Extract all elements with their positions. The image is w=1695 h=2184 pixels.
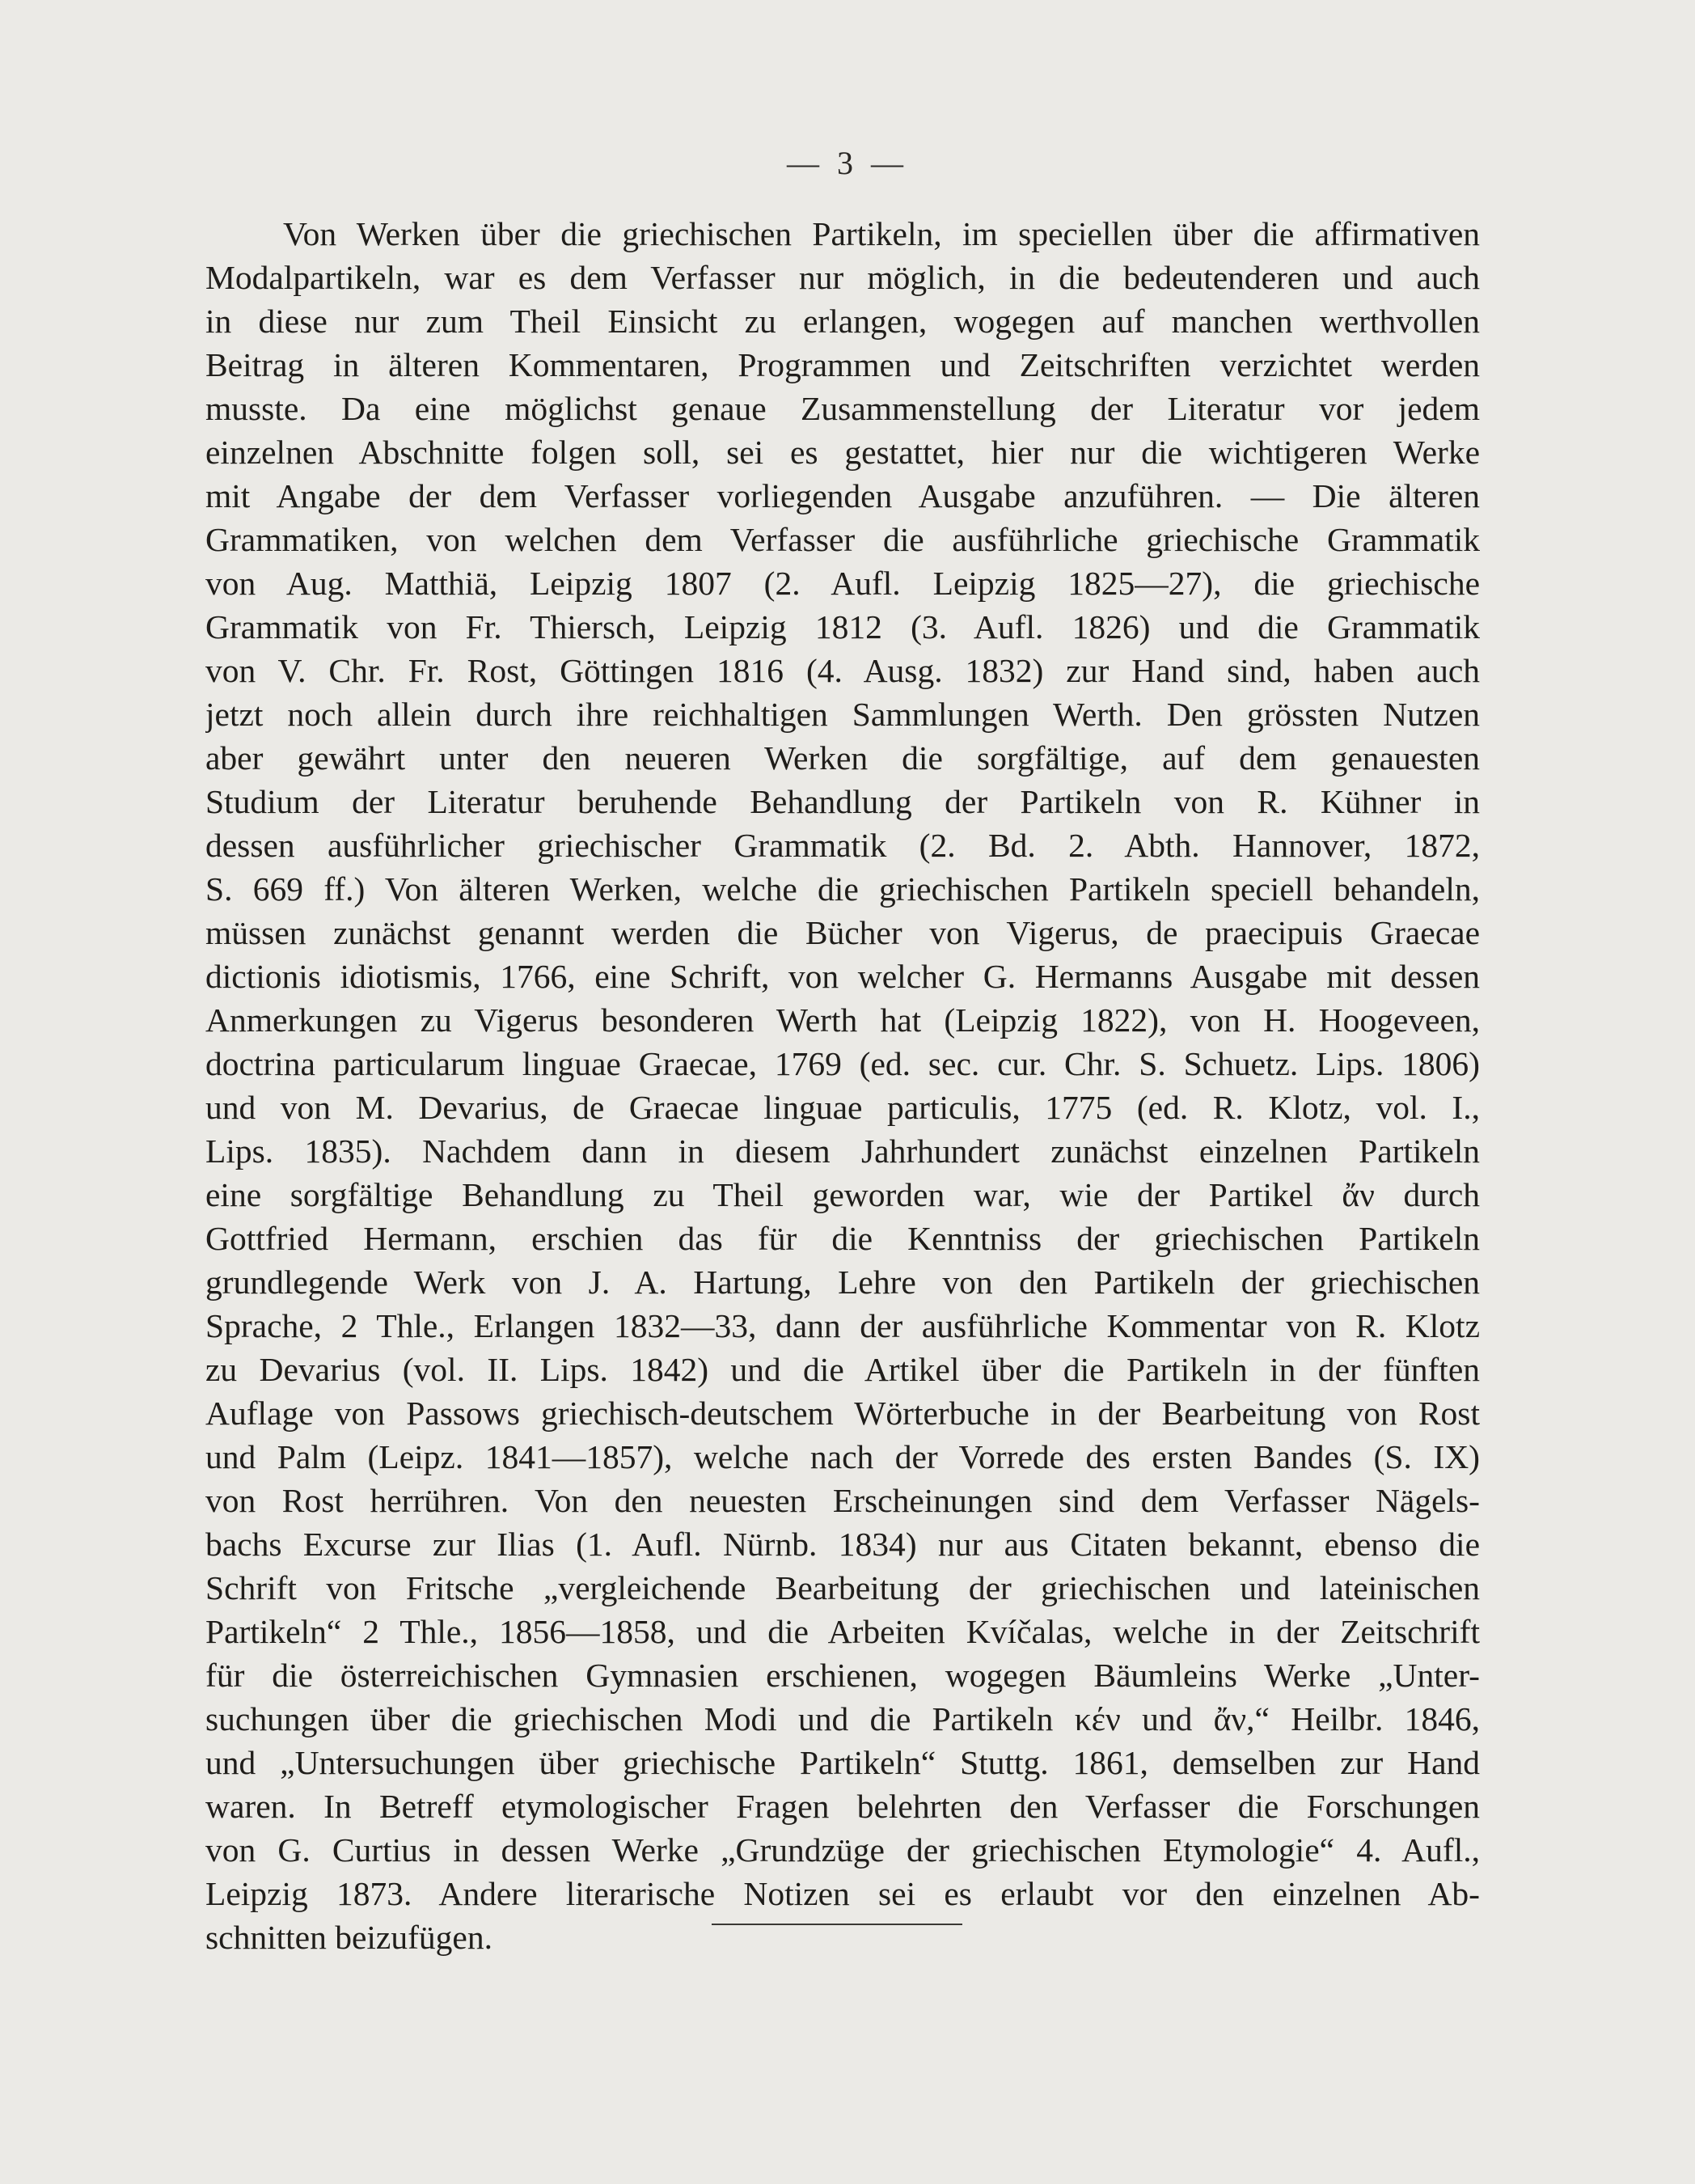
text-line: Grammatiken, von welchen dem Verfasser die ausführliche griechische Grammatik — [205, 521, 1480, 558]
text-line: und von M. Devarius, de Graecae linguae particulis, 1775 (ed. R. Klotz, vol. I., — [205, 1089, 1480, 1126]
text-line: und Palm (Leipz. 1841—1857), welche nach der Vorrede des ersten Bandes (S. IX) — [205, 1438, 1480, 1475]
text-line: einzelnen Abschnitte folgen soll, sei es gestattet, hier nur die wichtigeren Werke — [205, 434, 1480, 471]
text-line: von G. Curtius in dessen Werke „Grundzüge der griechischen Etymologie“ 4. Aufl., — [205, 1831, 1480, 1869]
text-line: Lips. 1835). Nachdem dann in diesem Jahrhundert zunächst einzelnen Partikeln — [205, 1132, 1480, 1170]
page-number: — 3 — — [787, 145, 908, 181]
text-line: jetzt noch allein durch ihre reichhaltigen Sammlungen Werth. Den grössten Nutzen — [205, 696, 1480, 733]
text-line: Studium der Literatur beruhende Behandlung der Partikeln von R. Kühner in — [205, 783, 1480, 820]
text-line: Schrift von Fritsche „vergleichende Bearbeitung der griechischen und lateinischen — [205, 1569, 1480, 1606]
text-line: bachs Excurse zur Ilias (1. Aufl. Nürnb. 1834) nur aus Citaten bekannt, ebenso die — [205, 1526, 1480, 1563]
text-line: Modalpartikeln, war es dem Verfasser nur möglich, in die bedeutenderen und auch — [205, 259, 1480, 296]
text-line: müssen zunächst genannt werden die Bücher von Vigerus, de praecipuis Graecae — [205, 914, 1480, 951]
text-line: suchungen über die griechischen Modi und die Partikeln κέν und ἄν,“ Heilbr. 1846, — [205, 1700, 1480, 1737]
text-line: zu Devarius (vol. II. Lips. 1842) und die Artikel über die Partikeln in der fünften — [205, 1351, 1480, 1388]
text-line: in diese nur zum Theil Einsicht zu erlangen, wogegen auf manchen werthvollen — [205, 303, 1480, 340]
text-line: eine sorgfältige Behandlung zu Theil geworden war, wie der Partikel ἄν durch — [205, 1176, 1480, 1213]
text-line: dessen ausführlicher griechischer Grammatik (2. Bd. 2. Abth. Hannover, 1872, — [205, 827, 1480, 864]
text-line: Sprache, 2 Thle., Erlangen 1832—33, dann der ausführliche Kommentar von R. Klotz — [205, 1307, 1480, 1344]
text-line: grundlegende Werk von J. A. Hartung, Lehre von den Partikeln der griechischen — [205, 1263, 1480, 1301]
text-line: waren. In Betreff etymologischer Fragen belehrten den Verfasser die Forschungen — [205, 1788, 1480, 1825]
text-line: Leipzig 1873. Andere literarische Notizen sei es erlaubt vor den einzelnen Ab- — [205, 1875, 1480, 1912]
text-line: Beitrag in älteren Kommentaren, Programmen und Zeitschriften verzichtet werden — [205, 346, 1480, 383]
body-paragraph — [205, 212, 1480, 1959]
text-line: doctrina particularum linguae Graecae, 1769 (ed. sec. cur. Chr. S. Schuetz. Lips. 1806) — [205, 1045, 1480, 1082]
text-line: Gottfried Hermann, erschien das für die Kenntniss der griechischen Partikeln — [205, 1220, 1480, 1257]
text-line: mit Angabe der dem Verfasser vorliegenden Ausgabe anzuführen. — Die älteren — [205, 477, 1480, 514]
text-line: Auflage von Passows griechisch-deutschem Wörterbuche in der Bearbeitung von Rost — [205, 1395, 1480, 1432]
text-line: S. 669 ff.) Von älteren Werken, welche die griechischen Partikeln speciell behandeln, — [205, 870, 1480, 908]
text-line: schnitten beizufügen. — [205, 1919, 492, 1956]
text-line: Partikeln“ 2 Thle., 1856—1858, und die Arbeiten Kvíčalas, welche in der Zeitschrift — [205, 1613, 1480, 1650]
text-line: von Aug. Matthiä, Leipzig 1807 (2. Aufl. Leipzig 1825—27), die griechische — [205, 565, 1480, 602]
text-line: Grammatik von Fr. Thiersch, Leipzig 1812 (3. Aufl. 1826) und die Grammatik — [205, 608, 1480, 645]
text-line: aber gewährt unter den neueren Werken die sorgfältige, auf dem genauesten — [205, 739, 1480, 777]
text-line: für die österreichischen Gymnasien erschienen, wogegen Bäumleins Werke „Unter- — [205, 1657, 1480, 1694]
section-divider — [712, 1924, 962, 1925]
text-line: von V. Chr. Fr. Rost, Göttingen 1816 (4. Ausg. 1832) zur Hand sind, haben auch — [205, 652, 1480, 689]
text-line: Von Werken über die griechischen Partikeln, im speciellen über die affirmativen — [283, 215, 1480, 252]
text-line: musste. Da eine möglichst genaue Zusammenstellung der Literatur vor jedem — [205, 390, 1480, 427]
text-line: dictionis idiotismis, 1766, eine Schrift, von welcher G. Hermanns Ausgabe mit dessen — [205, 958, 1480, 995]
text-line: Anmerkungen zu Vigerus besonderen Werth hat (Leipzig 1822), von H. Hoogeveen, — [205, 1001, 1480, 1039]
text-line: von Rost herrühren. Von den neuesten Erscheinungen sind dem Verfasser Nägels- — [205, 1482, 1480, 1519]
text-line: und „Untersuchungen über griechische Partikeln“ Stuttg. 1861, demselben zur Hand — [205, 1744, 1480, 1781]
